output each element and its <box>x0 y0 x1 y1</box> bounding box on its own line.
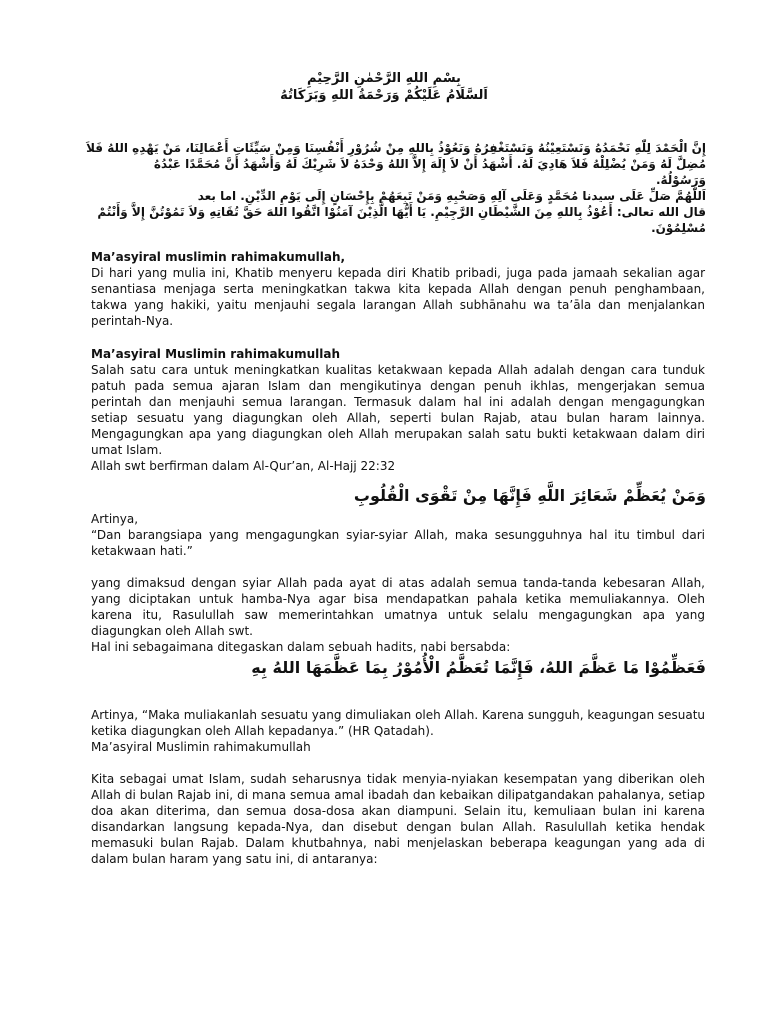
opening-line: مُضِلَّ لَهُ وَمَنْ يُضْلِلْهُ فَلاَ هَادِيَ لَهُ. أَشْهَدُ أَنْ لاَ إِلَهَ إِلاَّ اللهُ وَحْدَهُ لاَ شَرِيْكَ لَهُ وَأَشْهَدُ أَنَّ مُحَمَّدًا عَبْدُهُ <box>153 157 706 171</box>
opening-line: اَللّٰهُمَّ صَلِّ عَلَى سيدنا مُحَمَّدٍ وَعَلَى آلِهِ وَصَحْبِهِ وَمَنْ تَبِعَهُمْ بِإِحْسَانٍ إِلَى يَوْمِ الدِّيْنِ. اما بعد <box>197 189 706 203</box>
verse-translation: “Dan barangsiapa yang mengagungkan syiar-syiar Allah, maka sesungguhnya hal itu timbul dari ketakwaan hati.” <box>91 528 705 558</box>
basmalah: بِسْمِ اللهِ الرَّحْمٰنِ الرَّحِيْمِ <box>307 71 461 86</box>
section-2 <box>91 346 705 474</box>
arabic-opening-prayer <box>88 140 706 236</box>
quran-verse: وَمَنْ يُعَظِّمْ شَعَائِرَ اللَّهِ فَإِنَّهَا مِنْ تَقْوَى الْقُلُوبِ <box>353 486 706 505</box>
hadith-text: فَعَظِّمُوْا مَا عَظَّمَ اللهُ، فَإِنَّمَا تُعَظَّمُ الْأُمُوْرُ بِمَا عَظَّمَهَا اللهُ بِهِ <box>251 658 706 677</box>
hadith-intro: Hal ini sebagaimana ditegaskan dalam sebuah hadits, nabi bersabda: <box>91 640 511 654</box>
salutation: Ma’asyiral Muslimin rahimakumullah <box>91 740 311 754</box>
opening-line: قال الله تعالى: أَعُوْذُ بِاللهِ مِنَ الشَّيْطَانِ الرَّجِيْمِ. يَا أَيُّهَا الَّذِيْنَ آمَنُوْا اتَّقُوا اللهَ حَقَّ تُقَاتِهِ وَلاَ تَمُوْتُنَّ إِلاَّ وَأَنْتُمْ <box>97 205 706 219</box>
blank-line <box>91 559 705 575</box>
opening-line: مُسْلِمُوْنَ. <box>651 221 706 235</box>
hadith-translation: Artinya, “Maka muliakanlah sesuatu yang dimuliakan oleh Allah. Karena sungguh, keagungan sesuatu ketika diagungkan oleh Allah kepadanya.” (HR Qatadah). <box>91 708 706 738</box>
section-paragraph: Di hari yang mulia ini, Khatib menyeru kepada diri Khatib pribadi, juga pada jamaah sekalian agar senantiasa menjaga serta meningkatkan takwa kita kepada Allah dengan penuh penghambaan, takwa yang hakiki, yaitu menjauhi segala larangan Allah subhānahu wa ta’āla dan menjalankan perintah-Nya. <box>91 266 705 328</box>
opening-line: وَرَسُوْلُهُ. <box>655 173 706 187</box>
quran-citation: Allah swt berfirman dalam Al-Qur’an, Al-Hajj 22:32 <box>91 459 396 473</box>
section-4 <box>91 707 705 867</box>
section-heading: Ma’asyiral muslimin rahimakumullah, <box>91 250 346 264</box>
arabic-header <box>0 70 768 104</box>
section-paragraph: Salah satu cara untuk meningkatkan kualitas ketakwaan kepada Allah adalah dengan cara tunduk patuh pada semua ajaran Islam dan mengikutinya dengan penuh ikhlas, mengerjakan semua perintah dan menjauhi semua larangan. Termasuk dalam hal ini adalah dengan mengagungkan setiap sesuatu yang diagungkan oleh Allah, seperti bulan Rajab, atau bulan haram lainnya. Mengagungkan apa yang diagungkan oleh Allah merupakan salah satu bukti ketakwaan dalam diri umat Islam. <box>91 363 705 457</box>
section-paragraph: Kita sebagai umat Islam, sudah seharusnya tidak menyia-nyiakan kesempatan yang diberikan oleh Allah di bulan Rajab ini, di mana semua amal ibadah dan kebaikan dilipatgandakan pahalanya, setiap doa akan diterima, dan semua dosa-dosa akan diampuni. Selain itu, kemuliaan bulan ini karena disandarkan langsung kepada-Nya, dan disebut dengan bulan Allah. Rasulullah ketika hendak memasuki bulan Rajab. Dalam khutbahnya, nabi menjelaskan beberapa keagungan yang ada di dalam bulan haram yang satu ini, di antaranya: <box>91 772 705 866</box>
blank-line <box>91 755 705 771</box>
artinya-label: Artinya, <box>91 512 139 526</box>
section-1 <box>91 249 705 329</box>
section-heading: Ma’asyiral Muslimin rahimakumullah <box>91 347 340 361</box>
section-paragraph: yang dimaksud dengan syiar Allah pada ayat di atas adalah semua tanda-tanda kebesaran Allah, yang diciptakan untuk hamba-Nya agar bisa mendapatkan pahala ketika memuliakannya. Oleh karena itu, Rasulullah saw memerintahkan umatnya untuk selalu mengagungkan apa yang diagungkan oleh Allah swt. <box>91 576 705 638</box>
section-3 <box>91 511 705 655</box>
salam-greeting: اَلسَّلَامُ عَلَيْكُمْ وَرَحْمَةُ اللهِ وَبَرَكَاتُهُ <box>280 88 488 103</box>
opening-line: إِنَّ الْحَمْدَ لِلّٰهِ نَحْمَدُهُ وَنَسْتَعِيْنُهُ وَنَسْتَغْفِرُهُ وَنَعُوْذُ بِاللهِ مِنْ شُرُوْرِ أَنْفُسِنَا وَمِنْ سَيِّئَاتِ أَعْمَالِنَا، مَنْ يَهْدِهِ اللهُ فَلاَ <box>86 141 706 155</box>
